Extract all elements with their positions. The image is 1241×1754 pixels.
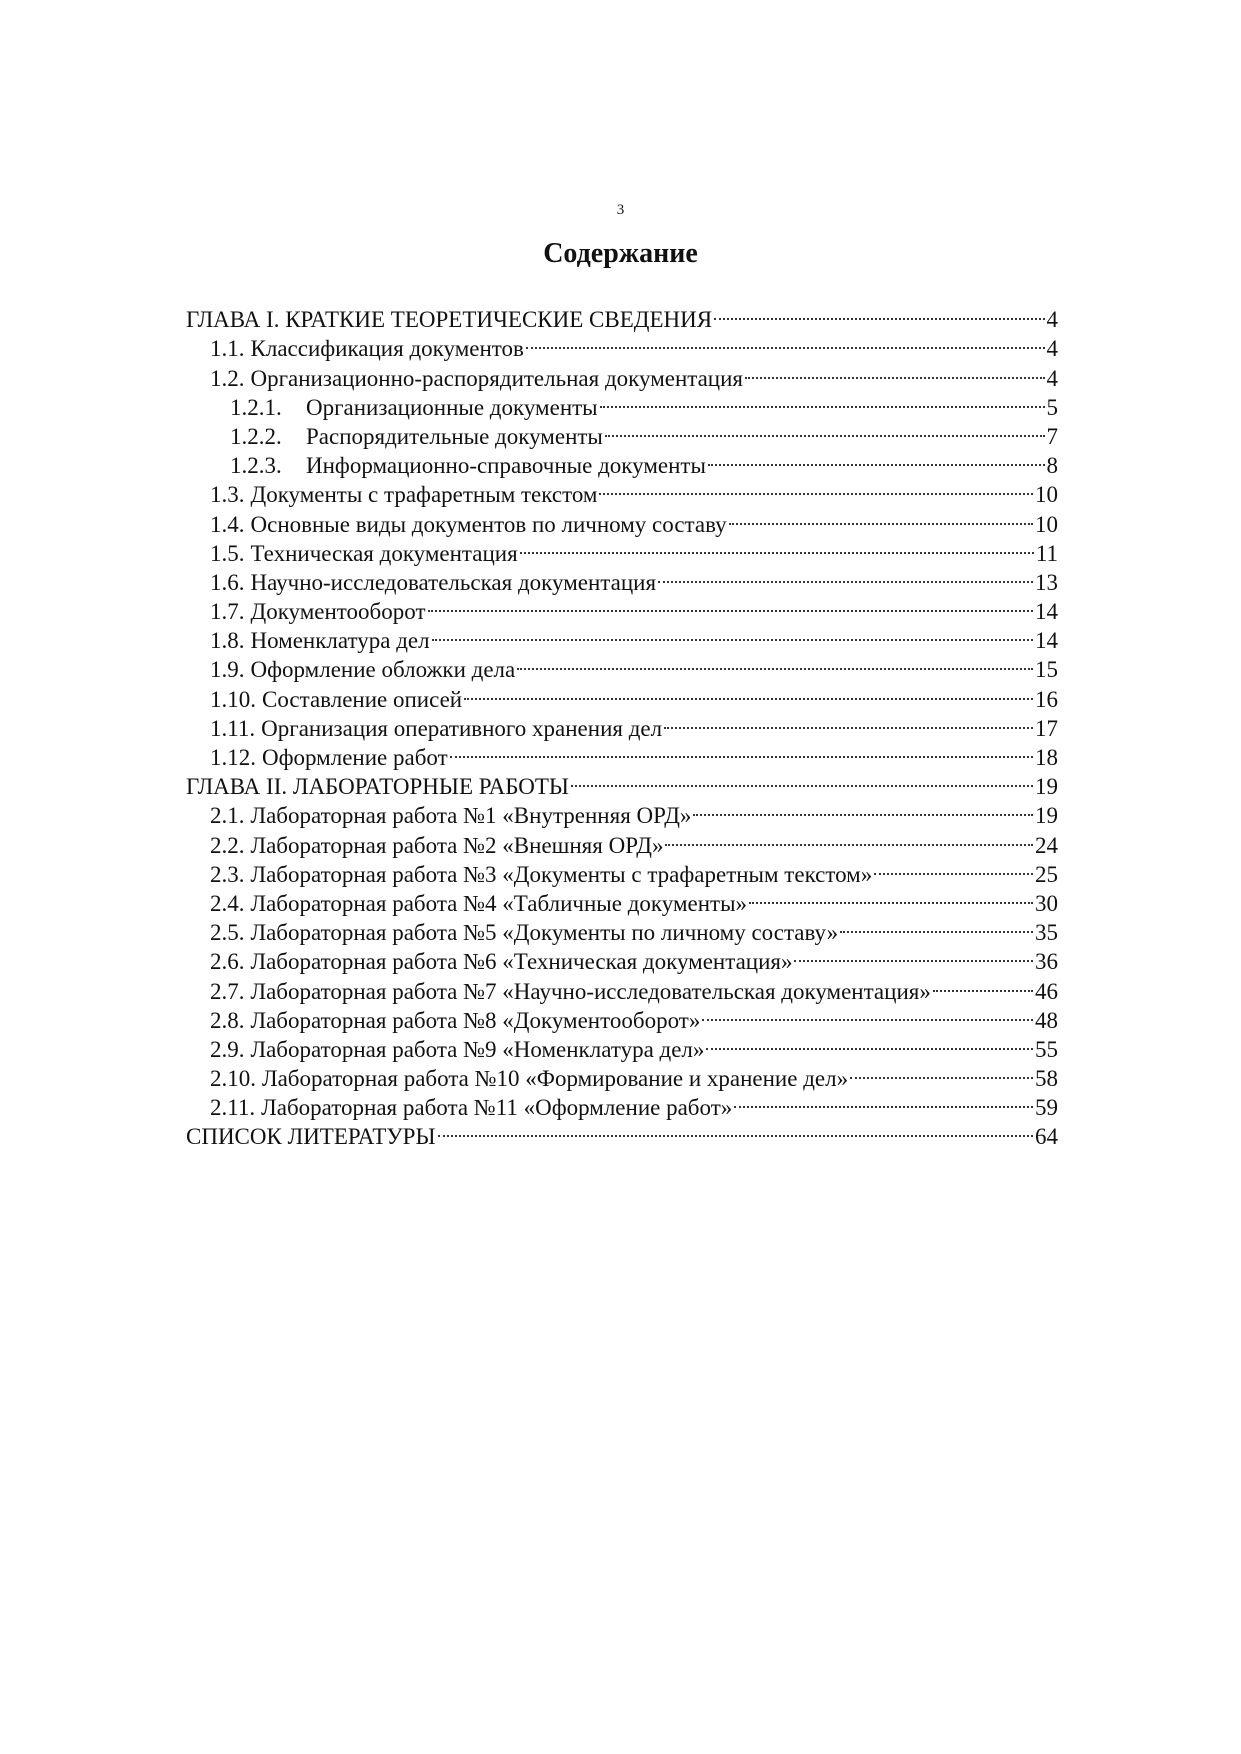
toc-entry-page: 10 bbox=[1035, 482, 1058, 508]
dot-leader bbox=[517, 648, 1033, 677]
dot-leader bbox=[450, 736, 1033, 765]
toc-entry-number: 1.1. bbox=[210, 336, 245, 362]
toc-entry-title: Организационно-распорядительная документация bbox=[250, 365, 744, 391]
toc-entry-number: 2.5. bbox=[210, 920, 245, 946]
toc-entry-page: 4 bbox=[1046, 307, 1058, 333]
toc-entry-number: 2.1. bbox=[210, 803, 245, 829]
dot-leader bbox=[571, 765, 1033, 794]
toc-entry-title: Организационные документы bbox=[306, 394, 598, 420]
dot-leader bbox=[874, 853, 1033, 882]
toc-entry-title: Лабораторная работа №7 «Научно-исследовательская документация» bbox=[250, 978, 931, 1004]
toc-entry-number: 1.2.2. bbox=[230, 423, 282, 449]
toc-entry-number: 1.5. bbox=[210, 540, 245, 566]
toc-entry-page: 64 bbox=[1035, 1124, 1058, 1150]
toc-entry-number: 1.12. bbox=[210, 745, 256, 770]
dot-leader bbox=[520, 532, 1034, 561]
toc-entry-page: 13 bbox=[1035, 569, 1058, 595]
toc-entry-page: 36 bbox=[1035, 949, 1058, 975]
toc-entry-page: 10 bbox=[1035, 511, 1058, 537]
toc-entry-number: 2.10. bbox=[210, 1066, 256, 1092]
dot-leader bbox=[600, 386, 1045, 415]
dot-leader bbox=[702, 999, 1033, 1028]
toc-entry-title: Лабораторная работа №5 «Документы по личному составу» bbox=[250, 920, 839, 946]
toc-entry-title: Лабораторная работа №10 «Формирование и хранение дел» bbox=[262, 1066, 849, 1092]
toc-entry-number: 2.3. bbox=[210, 861, 245, 887]
toc-entry-number: 1.4. bbox=[210, 511, 245, 537]
dot-leader bbox=[708, 444, 1045, 473]
toc-entry-title: Техническая документация bbox=[250, 540, 518, 566]
dot-leader bbox=[693, 794, 1033, 823]
page-number: 3 bbox=[616, 202, 625, 218]
toc-entry-title: Номенклатура дел bbox=[250, 628, 430, 654]
dot-leader bbox=[605, 415, 1045, 444]
dot-leader bbox=[706, 1028, 1033, 1057]
dot-leader bbox=[658, 561, 1033, 590]
toc-entry-number: 1.9. bbox=[210, 657, 245, 683]
toc-entry-title: Лабораторная работа №2 «Внешняя ОРД» bbox=[250, 832, 664, 858]
toc-entry-page: 25 bbox=[1035, 861, 1058, 887]
dot-leader bbox=[840, 911, 1033, 940]
dot-leader bbox=[664, 707, 1033, 736]
toc-entry-number: 1.2. bbox=[210, 365, 245, 391]
toc-entry-page: 58 bbox=[1035, 1066, 1058, 1092]
toc-entry-page: 17 bbox=[1035, 715, 1058, 741]
toc-entry-title: Классификация документов bbox=[250, 336, 524, 362]
toc-entry-title: Организация оперативного хранения дел bbox=[261, 715, 663, 741]
toc-entry-page: 15 bbox=[1035, 657, 1058, 683]
toc-entry-title: Научно-исследовательская документация bbox=[250, 569, 657, 595]
toc-entry-number: 2.8. bbox=[210, 1007, 245, 1033]
dot-leader bbox=[428, 590, 1033, 619]
toc-entry-title: Лабораторная работа №6 «Техническая документация» bbox=[250, 949, 793, 975]
dot-leader bbox=[794, 940, 1033, 969]
toc-entry-number: 1.2.3. bbox=[230, 453, 282, 479]
dot-leader bbox=[464, 677, 1033, 706]
toc-entry-title: Оформление работ bbox=[262, 745, 448, 770]
dot-leader bbox=[850, 1057, 1033, 1086]
dot-leader bbox=[734, 1086, 1033, 1115]
toc-entry-title: Документы с трафаретным текстом bbox=[250, 482, 598, 508]
toc-entry-page: 30 bbox=[1035, 890, 1058, 916]
toc-entry-title: ГЛАВА I. КРАТКИЕ ТЕОРЕТИЧЕСКИЕ СВЕДЕНИЯ bbox=[186, 307, 713, 333]
toc-entry-page: 14 bbox=[1035, 599, 1058, 625]
toc-entry-number: 2.6. bbox=[210, 949, 245, 975]
toc-entry-page: 8 bbox=[1046, 453, 1058, 479]
toc-entry-title: Основные виды документов по личному составу bbox=[250, 511, 727, 537]
toc-entry-number: 1.2.1. bbox=[230, 394, 282, 420]
toc-entry-title: Составление описей bbox=[262, 686, 463, 712]
toc-entry-page: 48 bbox=[1035, 1007, 1058, 1033]
toc-entry-page: 55 bbox=[1035, 1036, 1058, 1062]
toc-entry-number: 2.4. bbox=[210, 890, 245, 916]
toc-entry-title: Лабораторная работа №4 «Табличные документы» bbox=[250, 890, 748, 916]
dot-leader bbox=[714, 298, 1044, 327]
toc-entry-number: 1.11. bbox=[210, 715, 256, 741]
toc-entry-title: Лабораторная работа №1 «Внутренняя ОРД» bbox=[250, 803, 692, 829]
toc-entry-number: 1.3. bbox=[210, 482, 245, 508]
toc-entry-number: 1.10. bbox=[210, 686, 256, 712]
toc-entry-number: 1.7. bbox=[210, 599, 245, 625]
toc-entry-title: Документооборот bbox=[250, 599, 426, 625]
toc-chapter[interactable] bbox=[186, 298, 1058, 333]
toc-entry-page: 46 bbox=[1035, 978, 1058, 1004]
toc-entry-title: Оформление обложки дела bbox=[250, 657, 516, 683]
toc-entry-title: СПИСОК ЛИТЕРАТУРЫ bbox=[186, 1124, 436, 1150]
dot-leader bbox=[745, 356, 1044, 385]
toc-entry-page: 19 bbox=[1035, 803, 1058, 829]
toc-entry-page: 16 bbox=[1035, 686, 1058, 712]
toc-entry-page: 7 bbox=[1046, 423, 1058, 449]
toc-entry-page: 19 bbox=[1035, 774, 1058, 800]
toc-entry-page: 4 bbox=[1046, 336, 1058, 362]
table-of-contents bbox=[186, 298, 1058, 1150]
toc-entry-number: 2.11. bbox=[210, 1095, 256, 1121]
toc-entry-number: 2.9. bbox=[210, 1036, 245, 1062]
dot-leader bbox=[665, 823, 1033, 852]
dot-leader bbox=[749, 882, 1033, 911]
toc-entry-page: 5 bbox=[1046, 394, 1058, 420]
dot-leader bbox=[432, 619, 1033, 648]
page-title: Содержание bbox=[543, 238, 698, 269]
toc-entry-page: 11 bbox=[1035, 540, 1058, 566]
toc-entry-page: 14 bbox=[1035, 628, 1058, 654]
toc-entry-title: Лабораторная работа №11 «Оформление работ» bbox=[261, 1095, 733, 1121]
toc-entry-number: 2.7. bbox=[210, 978, 245, 1004]
toc-entry-title: Лабораторная работа №9 «Номенклатура дел» bbox=[250, 1036, 705, 1062]
toc-entry-page: 59 bbox=[1035, 1095, 1058, 1121]
dot-leader bbox=[438, 1115, 1033, 1144]
dot-leader bbox=[729, 502, 1033, 531]
dot-leader bbox=[526, 327, 1045, 356]
toc-entry-title: Распорядительные документы bbox=[306, 423, 603, 449]
toc-entry-title: ГЛАВА II. ЛАБОРАТОРНЫЕ РАБОТЫ bbox=[186, 774, 569, 800]
toc-entry-page: 24 bbox=[1035, 832, 1058, 858]
toc-entry-number: 2.2. bbox=[210, 832, 245, 858]
toc-entry-page: 35 bbox=[1035, 920, 1058, 946]
toc-entry-title: Лабораторная работа №8 «Документооборот» bbox=[250, 1007, 701, 1033]
toc-entry-title: Лабораторная работа №3 «Документы с трафаретным текстом» bbox=[250, 861, 873, 887]
dot-leader bbox=[933, 969, 1033, 998]
toc-entry-title: Информационно-справочные документы bbox=[306, 453, 706, 479]
toc-entry-number: 1.6. bbox=[210, 569, 245, 595]
dot-leader bbox=[599, 473, 1033, 502]
toc-entry-page: 18 bbox=[1035, 745, 1058, 770]
toc-entry-page: 4 bbox=[1046, 365, 1058, 391]
toc-entry-number: 1.8. bbox=[210, 628, 245, 654]
